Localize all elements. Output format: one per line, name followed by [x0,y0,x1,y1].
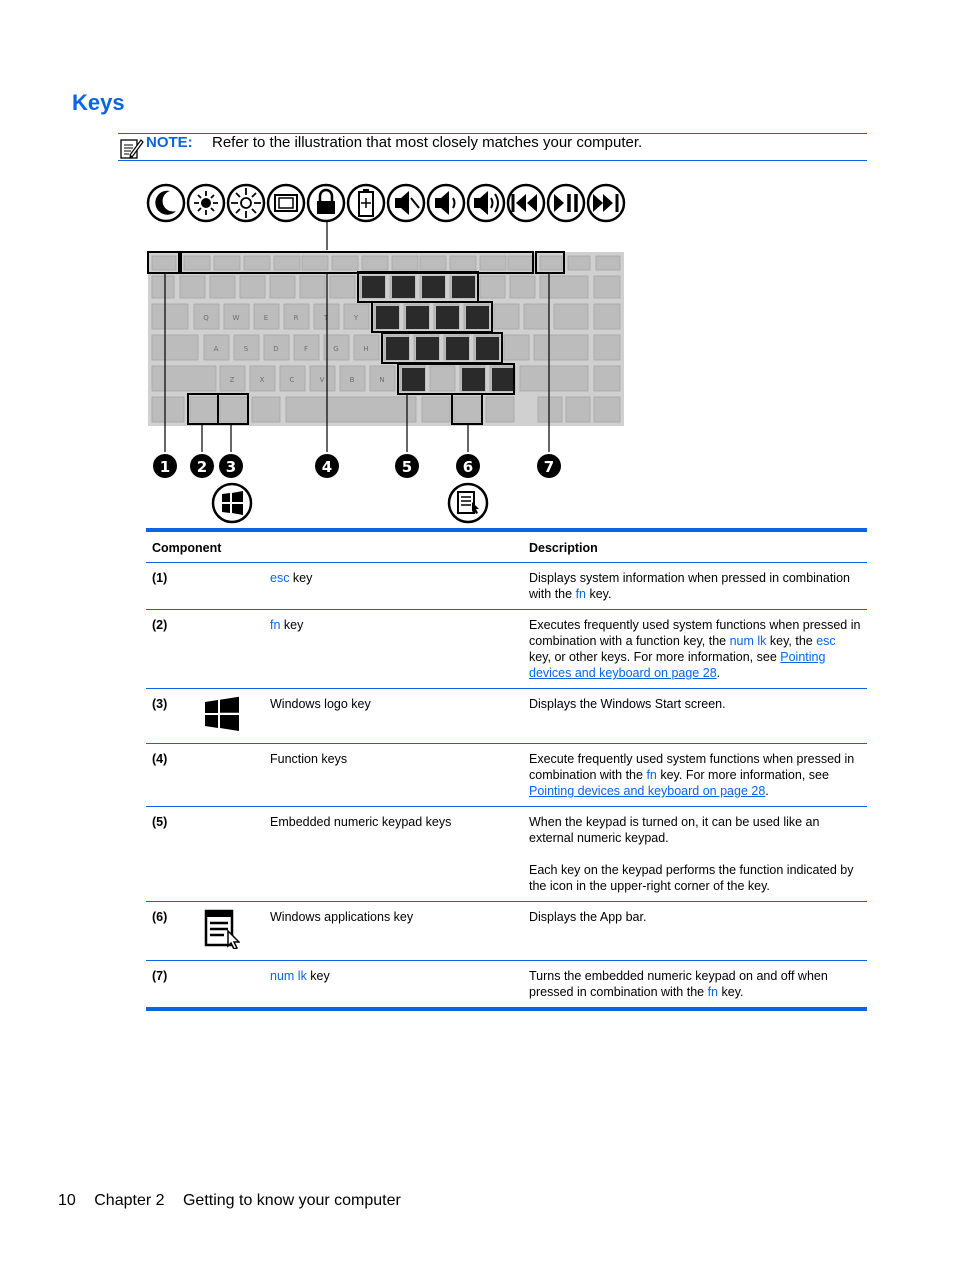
component-icon-cell [198,610,264,689]
cross-reference-link[interactable]: Pointing devices and keyboard on page 28 [529,650,826,680]
note-label: NOTE: [146,134,193,151]
table-row [146,689,867,744]
key-letter: Q [203,314,209,322]
key-reference: fn [646,768,657,782]
key-letter: D [273,345,279,353]
component-icon-cell [198,744,264,807]
description-text: . [716,666,721,680]
key-letter: A [213,345,219,353]
component-description [523,961,867,1010]
table-row [146,807,867,902]
callout-2: 2 [196,458,208,476]
description-text: key. [718,985,744,999]
table-row [146,961,867,1010]
key-name-text: Windows logo key [270,697,371,711]
header-component: Component [146,530,523,563]
table-row [146,563,867,610]
key-letter: R [293,314,299,322]
component-description [523,807,867,902]
key-letter: E [263,314,269,322]
key-letter: Z [229,376,235,384]
page-number: 10 [58,1192,76,1209]
description-text: Displays the Windows Start screen. [529,697,726,711]
component-number: (6) [146,902,198,961]
key-name-text: key [280,618,304,632]
windows-applications-icon [204,938,240,952]
component-name [264,807,523,902]
description-text: Executes frequently used system functions when pressed in combination with a function key, the [529,618,861,648]
component-name [264,689,523,744]
key-letter: X [259,376,265,384]
key-letter: B [349,376,355,384]
component-description [523,689,867,744]
key-letter: W [232,314,240,322]
component-icon-cell [198,689,264,744]
key-letter: H [363,345,369,353]
key-letter: N [379,376,385,384]
chapter-label: Chapter 2 [94,1192,165,1209]
note-icon [118,136,144,160]
description-text: key. For more information, see [656,768,829,782]
table-header-row [146,530,867,563]
component-number: (4) [146,744,198,807]
component-description [523,744,867,807]
component-name [264,610,523,689]
description-text: Displays the App bar. [529,910,647,924]
key-reference: num lk [729,634,767,648]
component-icon-cell [198,563,264,610]
component-name [264,961,523,1010]
key-letter: G [333,345,339,353]
key-name-text: key [306,969,330,983]
chapter-title: Getting to know your computer [182,1192,401,1209]
component-name [264,744,523,807]
description-text: key, or other keys. For more information, see [529,650,781,664]
callout-6: 6 [462,458,474,476]
key-reference: esc [816,634,836,648]
description-text: . [765,784,769,798]
note-text: Refer to the illustration that most closely matches your computer. [212,134,643,151]
table-row [146,902,867,961]
windows-logo-icon [204,721,240,735]
key-name-text: Function keys [270,752,348,766]
description-text: Each key on the keypad performs the function indicated by the icon in the upper-right corner of the key. [529,863,854,893]
key-name-text: Windows applications key [270,910,414,924]
description-text: Displays system information when pressed in combination with the [529,571,850,601]
page-title: Keys [72,90,125,115]
key-reference: fn [575,587,586,601]
cross-reference-link[interactable]: Pointing devices and keyboard on page 28 [529,784,766,798]
key-name-highlight: esc [270,571,290,585]
description-text: Turns the embedded numeric keypad on and off when pressed in combination with the [529,969,828,999]
note-box [118,133,867,161]
key-name-highlight: num lk [270,969,307,983]
component-name [264,563,523,610]
callout-7: 7 [543,458,555,476]
callout-numbers [153,454,561,478]
callout-4: 4 [321,458,333,476]
component-table [146,528,867,1011]
key-name-highlight: fn [270,618,281,632]
description-text: Execute frequently used system functions when pressed in combination with the [529,752,855,782]
callout-3: 3 [225,458,237,476]
key-name-text: key [289,571,313,585]
key-letter: T [323,314,329,322]
keyboard-illustration [140,176,640,526]
key-letter: V [319,376,325,384]
callout-1: 1 [159,458,171,476]
description-text: key. [586,587,612,601]
component-number: (1) [146,563,198,610]
key-letter: S [243,345,249,353]
page-footer [58,1192,415,1210]
key-letter: Y [353,314,359,322]
function-key-icons [148,185,624,221]
component-description [523,902,867,961]
component-description [523,610,867,689]
component-description [523,563,867,610]
component-number: (3) [146,689,198,744]
windows-applications-icon [449,484,487,522]
component-name [264,902,523,961]
component-number: (5) [146,807,198,902]
key-name-text: Embedded numeric keypad keys [270,815,452,829]
component-number: (2) [146,610,198,689]
key-reference: fn [707,985,719,999]
description-text: key, the [766,634,817,648]
callout-5: 5 [401,458,413,476]
description-text: When the keypad is turned on, it can be used like an external numeric keypad. [529,815,820,845]
key-letter: F [303,345,309,353]
header-description: Description [523,530,867,563]
table-row [146,744,867,807]
table-row [146,610,867,689]
component-icon-cell [198,961,264,1010]
component-icon-cell [198,902,264,961]
windows-logo-icon [213,484,251,522]
component-number: (7) [152,969,168,983]
key-letter: C [289,376,295,384]
component-icon-cell [198,807,264,902]
